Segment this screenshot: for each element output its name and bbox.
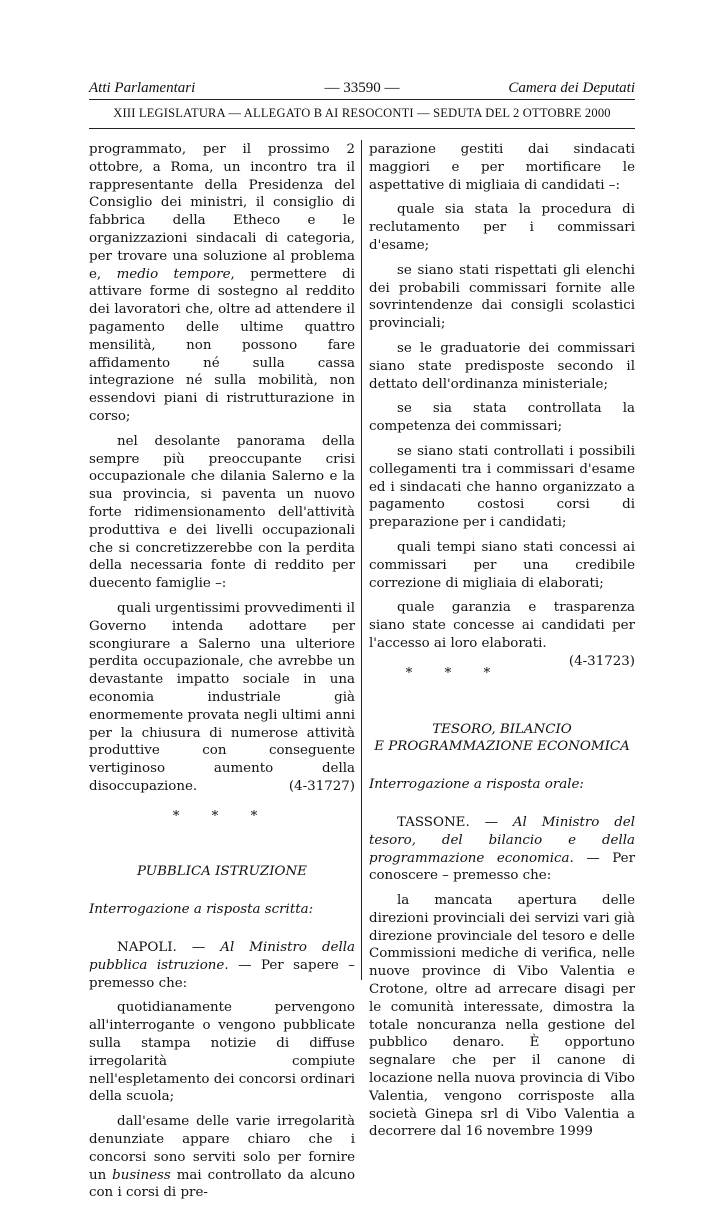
reference-number: (4-31727): [288, 778, 355, 794]
interrogation-type: Interrogazione a risposta scritta:: [89, 902, 314, 918]
header-rule-bottom: [89, 128, 635, 129]
paragraph: se siano stati rispettati gli elenchi dei probabili commissari fornite alle sovrintendenze dai consigli scolastici provinciali;: [369, 262, 635, 332]
header-left: Atti Parlamentari: [89, 80, 196, 96]
column-divider: [361, 140, 362, 980]
section-separator: * * *: [172, 808, 272, 824]
page-number: — 33590 —: [324, 80, 400, 96]
header-right: Camera dei Deputati: [508, 80, 635, 96]
page-header: [89, 80, 635, 100]
reference-number: (4-31723): [568, 653, 635, 669]
paragraph: se le graduatorie dei commissari siano state predisposte secondo il dettato dell'ordinanza ministeriale;: [369, 340, 635, 392]
right-column: [369, 141, 635, 1148]
paragraph: quali tempi siano stati concessi ai commissari per una credibile correzione di migliaia di elaborati;: [369, 539, 635, 591]
paragraph: quale sia stata la procedura di reclutamento per i commissari d'esame;: [369, 202, 635, 253]
interrogation-type: Interrogazione a risposta orale:: [369, 777, 584, 793]
subheader: XIII LEGISLATURA — ALLEGATO B AI RESOCONTI — SEDUTA DEL 2 OTTOBRE 2000: [113, 106, 611, 120]
paragraph: programmato, per il prossimo 2 ottobre, a Roma, un incontro tra il rappresentante della Presidenza del Consiglio dei ministri, il consiglio di fabbrica della Etheco e le organizzazioni sindacali di categoria, per trovare una soluzione al problema e, medio tempore, permettere di attivare forme di sostegno al reddito dei lavoratori che, oltre ad attendere il pagamento delle ultime quattro mensilità, non possono fare affidamento né sulla cassa integrazione né sulla mobilità, non essendovi piani di ristrutturazione in corso;: [89, 142, 355, 424]
paragraph: nel desolante panorama della sempre più preoccupante crisi occupazionale che dilania Salerno e la sua provincia, si paventa un nuovo forte ridimensionamento dell'attività produttiva e dei livelli occupazionali che si concretizzerebbe con la perdita della necessaria fonte di reddito per duecento famiglie –:: [89, 433, 355, 592]
paragraph: quotidianamente pervengono all'interrogante o vengono pubblicate sulla stampa notizie di diffuse irregolarità compiute nell'espletamento dei concorsi ordinari della scuola;: [89, 1000, 355, 1105]
paragraph: quali urgentissimi provvedimenti il Governo intenda adottare per scongiurare a Salerno una ulteriore perdita occupazionale, che avrebbe un devastante impatto sociale in una economia industriale già enormemente provata negli ultimi anni per la chiusura di numerose attività produttive con conseguente vertiginoso aumento della disoccupazione. (4-31727): [89, 600, 355, 794]
paragraph: parazione gestiti dai sindacati maggiori e per mortificare le aspettative di migliaia di candidati –:: [369, 142, 635, 193]
paragraph: dall'esame delle varie irregolarità denunziate appare chiaro che i concorsi sono serviti solo per fornire un business mai controllato da alcuno con i corsi di pre-: [89, 1114, 356, 1201]
paragraph: se siano stati controllati i possibili collegamenti tra i commissari d'esame ed i sindacati che hanno organizzato a pagamento costosi corsi di preparazione per i candidati;: [369, 443, 635, 531]
interrogation-heading: NAPOLI. — Al Ministro della pubblica istruzione. — Per sapere – premesso che:: [89, 940, 355, 991]
section-title: PUBBLICA ISTRUZIONE: [137, 864, 307, 880]
left-column: [89, 141, 355, 1209]
paragraph: se sia stata controllata la competenza dei commissari;: [369, 401, 635, 435]
section-separator: * * *: [405, 665, 505, 681]
paragraph: quale garanzia e trasparenza siano state concesse ai candidati per l'accesso ai loro elaborati. (4-31723): [369, 600, 635, 669]
interrogation-heading: TASSONE. — Al Ministro del tesoro, del bilancio e della programmazione economica. — Per conoscere – premesso che:: [369, 814, 636, 884]
header-rule-top: [89, 99, 635, 100]
section-title: TESORO, BILANCIO E PROGRAMMAZIONE ECONOMICA: [374, 721, 630, 755]
paragraph: la mancata apertura delle direzioni provinciali dei servizi vari già direzione provinciale del tesoro e delle Commissioni mediche di verifica, nelle nuove province di Vibo Valentia e Crotone, oltre ad arrecare disagi per le comunità interessate, dimostra la totale noncuranza nella gestione del pubblico denaro. È opportuno segnalare che per il canone di locazione nella nuova provincia di Vibo Valentia, vengono corrisposte alla società Ginepa srl di Vibo Valentia a decorrere dal 16 novembre 1999: [369, 893, 635, 1140]
